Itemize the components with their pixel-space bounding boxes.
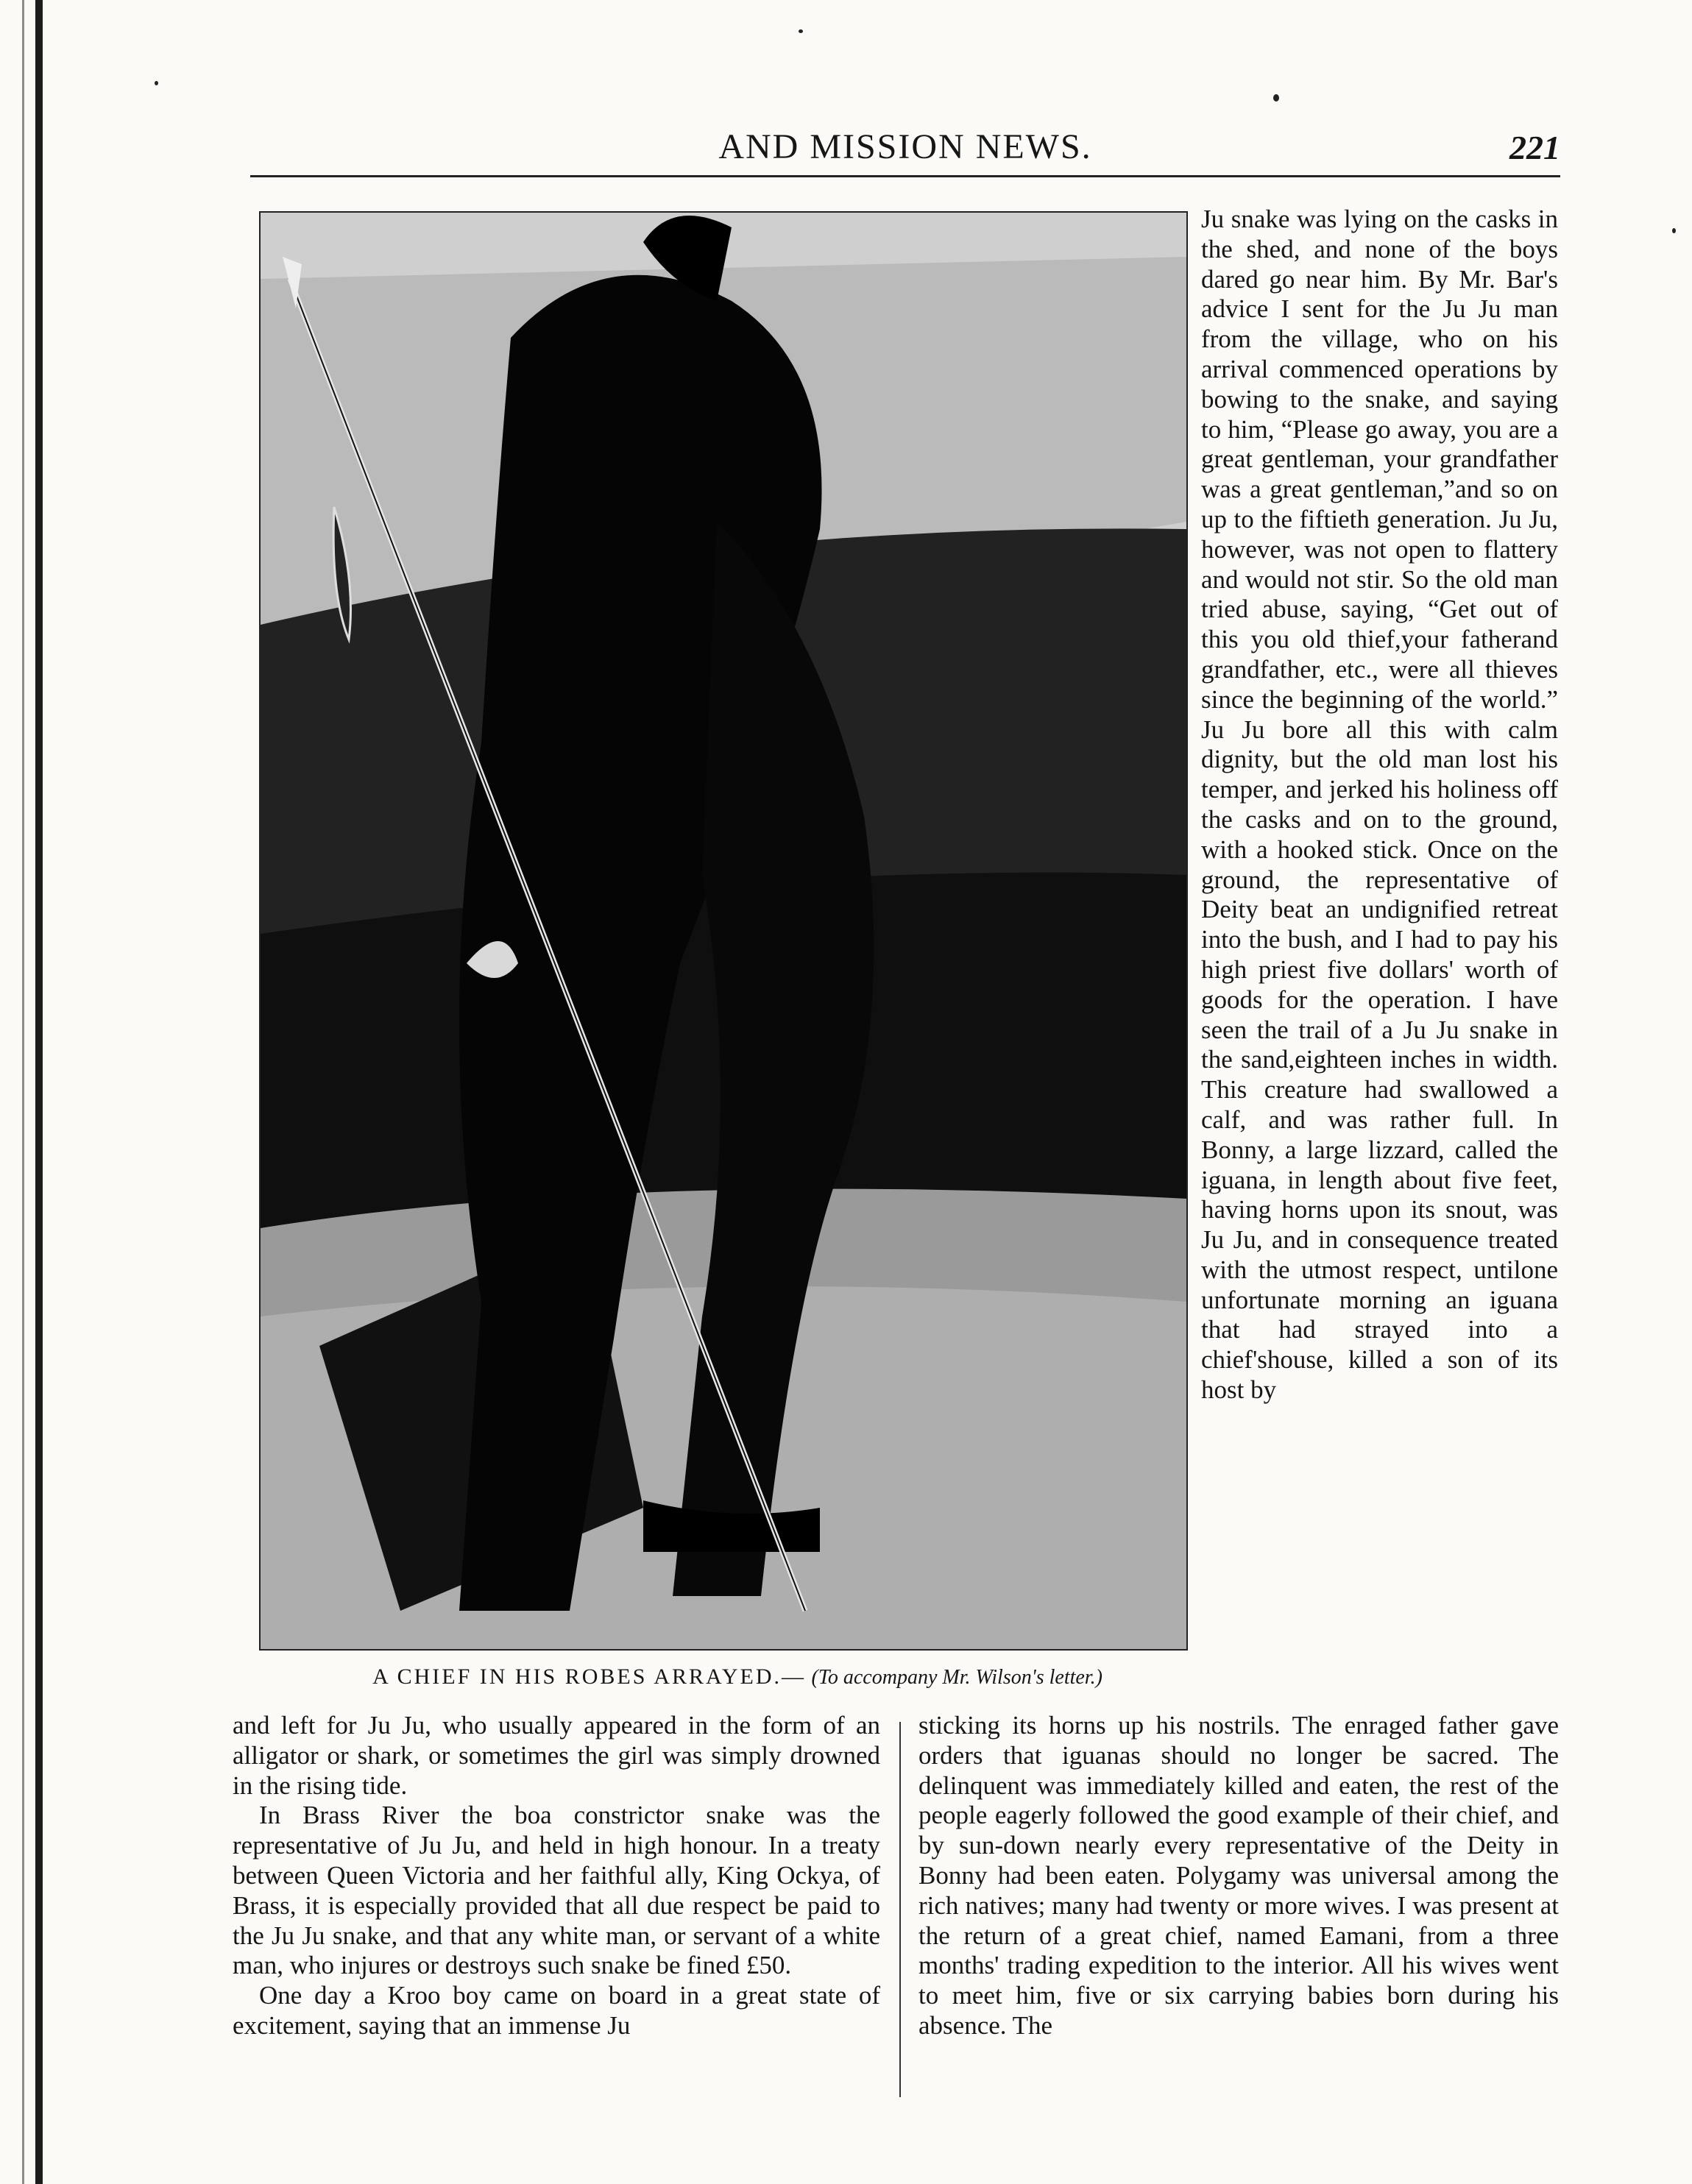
right-column-text: [1201, 205, 1558, 1405]
bottom-left-column-text: [233, 1711, 880, 2041]
page-header: [250, 127, 1560, 171]
column-divider: [899, 1722, 901, 2097]
running-title: AND MISSION NEWS.: [718, 127, 1092, 166]
paragraph: In Brass River the boa constrictor snake was the representative of Ju Ju, and held in high honour. In a treaty between Queen Victoria and her faithful ally, King Ockya, of Brass, it is especially provided that all due respect be paid to the Ju Ju snake, and that any white man, or servant of a white man, who injures or destroys such snake be fined £50.: [233, 1801, 880, 1980]
bottom-right-column-text: [918, 1711, 1559, 2041]
binding-thread: [22, 0, 24, 2184]
paragraph: and left for Ju Ju, who usually appeared in the form of an alligator or shark, or sometimes the girl was simply drowned in the rising tide.: [233, 1711, 880, 1800]
binding-edge: [35, 0, 43, 2184]
ink-speck: [799, 29, 803, 33]
illustration-caption: [259, 1664, 1216, 1690]
paragraph: Ju snake was lying on the casks in the shed, and none of the boys dared go near him. By Mr. Bar's advice I sent for the Ju Ju man from the village, who on his arrival commenced operations by bowing to the snake, and saying to him, “Please go away, you are a great gentleman, your grandfather was a great gentleman,”and so on up to the fiftieth generation. Ju Ju, however, was not open to flattery and would not stir. So the old man tried abuse, saying, “Get out of this you old thief,your fatherand grandfather, etc., were all thieves since the beginning of the world.” Ju Ju bore all this with calm dignity, but the old man lost his temper, and jerked his holiness off the casks and on to the ground, with a hooked stick. Once on the ground, the representative of Deity beat an undignified retreat into the bush, and I had to pay his high priest five dollars' worth of goods for the operation. I have seen the trail of a Ju Ju snake in the sand,eighteen inches in width. This creature had swallowed a calf, and was rather full. In Bonny, a large lizzard, called the iguana, in length about five feet, having horns upon its snout, was Ju Ju, and in consequence treated with the utmost respect, untilone unfortunate morning an iguana that had strayed into a chief'shouse, killed a son of its host by: [1201, 205, 1558, 1405]
ink-speck: [155, 81, 158, 85]
ink-speck: [1672, 228, 1676, 233]
chief-illustration: [259, 211, 1188, 1651]
page-number: 221: [1509, 129, 1560, 166]
caption-title: A CHIEF IN HIS ROBES ARRAYED.—: [372, 1664, 807, 1689]
caption-note: (To accompany Mr. Wilson's letter.): [811, 1666, 1102, 1689]
paragraph: sticking its horns up his nostrils. The enraged father gave orders that iguanas should no longer be sacred. The delinquent was immediately killed and eaten, the rest of the people eagerly followed the good example of their chief, and by sun-down nearly every representative of the Deity in Bonny had been eaten. Polygamy was universal among the rich natives; many had twenty or more wives. I was present at the return of a great chief, named Eamani, from a three months' trading expedition to the interior. All his wives went to meet him, five or six carrying babies born during his absence. The: [918, 1711, 1559, 2040]
engraving-image: [261, 213, 1186, 1649]
header-rule: [250, 175, 1560, 177]
ink-speck: [1273, 94, 1279, 102]
paragraph: One day a Kroo boy came on board in a great state of excitement, saying that an immense Ju: [233, 1981, 880, 2040]
